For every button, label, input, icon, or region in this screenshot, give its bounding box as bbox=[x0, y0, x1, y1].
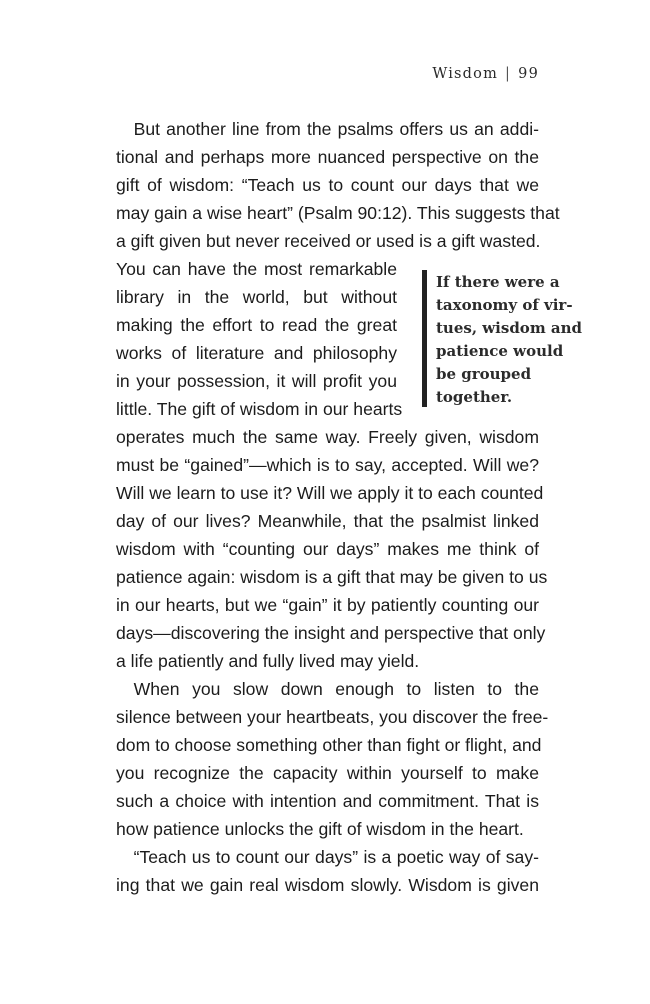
text-line: days—discovering the insight and perspective that only bbox=[116, 623, 546, 643]
text-line: “Teach us to count our days” is a poetic way of say- bbox=[116, 847, 539, 867]
text-line: Will we learn to use it? Will we apply it to each counted bbox=[116, 483, 544, 503]
section-title: Wisdom bbox=[432, 66, 499, 82]
text-line: you recognize the capacity within yourself to make bbox=[116, 763, 539, 783]
text-line: But another line from the psalms offers us an addi- bbox=[116, 119, 539, 139]
text-line: may gain a wise heart” (Psalm 90:12). This suggests that bbox=[116, 203, 560, 223]
pull-quote bbox=[422, 270, 583, 407]
text-line: dom to choose something other than fight or flight, and bbox=[116, 735, 542, 755]
text-line: day of our lives? Meanwhile, that the psalmist linked bbox=[116, 511, 539, 531]
text-line: little. The gift of wisdom in our hearts bbox=[116, 399, 403, 419]
pull-quote-line: tues, wisdom and bbox=[436, 319, 583, 337]
text-line: You can have the most remarkable bbox=[116, 259, 397, 279]
text-line: library in the world, but without bbox=[116, 287, 397, 307]
pull-quote-line: together. bbox=[436, 388, 513, 406]
text-line: a gift given but never received or used is a gift wasted. bbox=[116, 231, 541, 251]
text-line: making the effort to read the great bbox=[116, 315, 397, 335]
text-line: how patience unlocks the gift of wisdom in the heart. bbox=[116, 819, 524, 839]
text-line: such a choice with intention and commitment. That is bbox=[116, 791, 539, 811]
pull-quote-line: patience would bbox=[436, 342, 564, 360]
text-line: silence between your heartbeats, you discover the free- bbox=[116, 707, 549, 727]
text-line: patience again: wisdom is a gift that may be given to us bbox=[116, 567, 548, 587]
text-line: ing that we gain real wisdom slowly. Wisdom is given bbox=[116, 875, 539, 895]
text-line: gift of wisdom: “Teach us to count our days that we bbox=[116, 175, 539, 195]
header-separator: | bbox=[505, 66, 512, 82]
text-line: works of literature and philosophy bbox=[116, 343, 397, 363]
pull-quote-line: be grouped bbox=[436, 365, 532, 383]
pull-quote-line: If there were a bbox=[436, 273, 560, 291]
text-line: must be “gained”—which is to say, accepted. Will we? bbox=[116, 455, 539, 475]
text-line: a life patiently and fully lived may yield. bbox=[116, 651, 420, 671]
text-line: in your possession, it will profit you bbox=[116, 371, 397, 391]
pull-quote-line: taxonomy of vir- bbox=[436, 296, 573, 314]
text-line: in our hearts, but we “gain” it by patiently counting our bbox=[116, 595, 539, 615]
text-line: wisdom with “counting our days” makes me think of bbox=[116, 539, 539, 559]
text-line: When you slow down enough to listen to the bbox=[116, 679, 539, 699]
text-line: tional and perhaps more nuanced perspective on the bbox=[116, 147, 539, 167]
text-line: operates much the same way. Freely given, wisdom bbox=[116, 427, 539, 447]
running-head bbox=[432, 66, 539, 82]
page-number: 99 bbox=[518, 66, 539, 82]
